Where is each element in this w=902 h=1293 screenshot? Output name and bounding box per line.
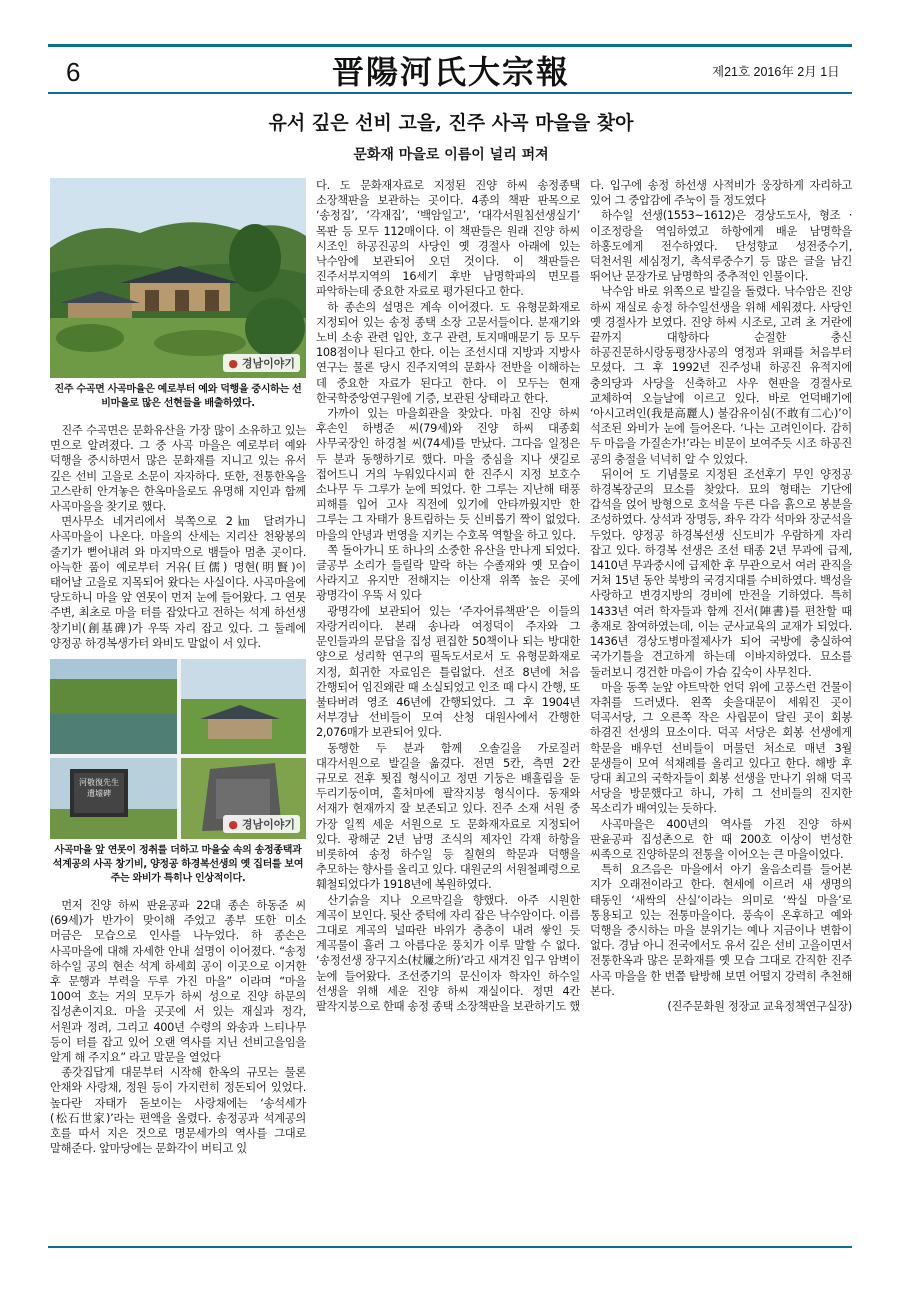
paragraph: 동행한 두 분과 함께 오솔길을 가로질러 대각서원으로 발길을 옮겼다. 전면 5칸, 측면 2칸 규모로 전후 툇집 형식이고 정면 기둥은 배흘림을 둔 두리기둥이며, 홑처마에 팔작지붕 형식이다. 동재와 서재가 현재까지 잘 보존되고 있다. 진주 소재 서원 중 가장 일찍 세운 서원으로 도 문화재자료로 지정되어 있다. 광해군 2년 남명 조식의 제자인 각재 하항을 비롯하여 송정 하수일 등 칠현의 학문과 덕행을 추모하는 향사를 올리고 있다. 대원군의 서원철폐령으로 훼철되었다가 1918년에 복원하였다. — [316, 741, 580, 892]
paragraph: 하수일 선생(1553~1612)은 경상도도사, 형조 · 이조정랑을 역임하였고 하항에게 배운 남명학을 하홍도에게 전수하였다. 단성향교 성전중수기, 덕천서원 세심정기, 촉석루중수기 등 많은 글을 남긴 뛰어난 문장가로 남명학의 중추적인 인물이다. — [590, 209, 852, 284]
article-column-3 — [590, 178, 852, 1014]
issue-date: 제21호 2016年 2月 1日 — [712, 65, 840, 79]
village-hanok-image — [50, 178, 306, 378]
paragraph: 쪽 돌아가니 또 하나의 소중한 유산을 만나게 되었다. 글공부 소리가 들릴락 말락 하는 수졸재와 옛 모습이 사라지고 유지만 전해지는 이산재 위쪽 높은 곳에 광명각이 우뚝 서 있다 — [316, 543, 580, 603]
masthead-rule — [48, 92, 852, 94]
photo-caption: 사곡마을 앞 연못이 정취를 더하고 마을숲 속의 송정종택과 석계공의 사곡 창기비, 양정공 하경복선생의 옛 집터를 보여주는 와비가 특히나 인상적이다. — [52, 845, 304, 885]
pond-stele-collage — [50, 659, 306, 839]
paragraph: 하 종손의 설명은 계속 이어졌다. 도 유형문화재로 지정되어 있는 송정 종택 소장 고문서들이다. 분재기와 노비 소송 관련 입안, 호구 관련, 토지매매문기 등 모두 108점이나 된다고 한다. 이는 조선시대 지방과 지방사 연구는 물론 당시 진주지역의 문화사 전반을 이해하는 데 중요한 자료가 된다고 한다. 이 모두는 현재 한국학중앙연구원에 기증, 보관된 상태라고 한다. — [316, 300, 580, 405]
paragraph: 면사무소 네거리에서 북쪽으로 2㎞ 달려가니 사곡마을이 나온다. 마을의 산세는 지리산 천왕봉의 줄기가 뻗어내려 와 마지막으로 뱀들아 멈춘 곳이다. 아늑한 품이 예로부터 거유(巨儒) 명현(明賢)이 태어날 고을로 지목되어 왔다는 사실이다. 사곡마을에 당도하니 마을 앞 연못이 먼저 눈에 들어왔다. 그 연못 주변, 최초로 마을 터를 잡았다고 전하는 석계 하선생 창기비(創基碑)가 우뚝 자리 잡고 있다. 그 둘레에 양정공 하경복생가터 와비도 말없이 서 있다. — [50, 515, 306, 650]
masthead-title: 晋陽河氏大宗報 — [331, 53, 570, 91]
paragraph: 산기슭을 지나 오르막길을 향했다. 아주 시원한 계곡이 보인다. 뒷산 중턱에 자리 잡은 낙수암이다. 이름 그대로 계곡의 널따란 바위가 층층이 내려 쌓인 듯 계곡물이 흘러 그 아름다운 풍치가 이루 말할 수 없다. ‘송정선생 장구지소(杖屨之所)’라고 새겨진 입구 암벽이 눈에 들어왔다. 조선중기의 문신이자 학자인 하수일 선생을 위해 세운 진양 하씨 재실이다. 정면 4칸 팔작지붕으로 한때 송정 종택 소장책판을 보관하기도 했 — [316, 893, 580, 1013]
paragraph: 특히 요즈음은 마을에서 아기 울음소리를 들어본 지가 오래전이라고 한다. 현세에 이르러 새 생명의 태동인 ‘새싹의 산실’이라는 의미로 ‘싹실 마을’로 통용되고 있는 전통마을이다. 풍속이 온후하고 예와 덕행을 중시하는 마을 분위기는 예나 지금이나 변함이 없다. 경남 아니 전국에서도 유서 깊은 선비 고을이면서 전통한옥과 많은 문화재를 옛 모습 그대로 간직한 진주 사곡 마을을 한 번쯤 탐방해 보면 어떨지 강력히 추천해 본다. — [590, 863, 852, 998]
watermark-text: 경남이야기 — [241, 818, 295, 832]
photo-caption: 진주 수곡면 사곡마을은 예로부터 예와 덕행을 중시하는 선비마을로 많은 선현들을 배출하였다. — [54, 384, 302, 409]
top-rule — [48, 44, 852, 47]
paragraph: 다. 입구에 송정 하선생 사적비가 웅장하게 자리하고 있어 그 중압감에 주눅이 들 정도였다 — [590, 179, 852, 208]
article-subhead: 문화재 마을로 이름이 널리 퍼져 — [353, 147, 549, 163]
paragraph: 먼저 진양 하씨 판윤공파 22대 종손 하동준 씨(69세)가 반가이 맞이해 주었고 종부 또한 미소 머금은 모습으로 인사를 나누었다. 하 종손은 사곡마을에 대해 자세한 안내 설명이 이어졌다. “송정 하수일 공의 현손 석계 하세희 공이 이곳으로 이거한 후 문행과 부력을 두루 가진 마을” 이라며 “마을 100여 호는 거의 모두가 하씨 성으로 진양 하문의 집성촌이지요. 마을 곳곳에 서 있는 재실과 정각, 서원과 정려, 그리고 400년 수령의 와송과 느티나무 등이 터를 잡고 있어 오랜 역사를 지닌 선비고을임을 알게 해 주지요” 라고 말문을 열었다 — [50, 899, 306, 1065]
article-column-1 — [50, 178, 306, 1157]
stone-stele-inscription: 河敬復先生 遺墟碑 — [79, 778, 119, 799]
watermark-text: 경남이야기 — [241, 357, 295, 370]
village-hanok-photo — [50, 178, 306, 378]
paragraph: 뒤이어 도 기념물로 지정된 조선후기 무인 양정공 하경복장군의 묘소를 찾았다. 묘의 형태는 기단에 갑석을 얹어 방형으로 호석을 두른 다음 흙으로 봉분을 조성하였다. 상석과 장명등, 좌우 각각 석마와 장군석을 두었다. 양정공 하경복선생 신도비가 우람하게 자리 잡고 있다. 하경복 선생은 조선 태종 2년 무과에 급제, 1410년 무과중시에 급제한 후 무관으로서 여러 관직을 거쳐 15년 동안 북방의 국경지대를 수비하였다. 백성을 사랑하고 변경지방의 경비에 만전을 기하였다. 특히 1433년 여러 학자들과 함께 진서(陣書)를 편찬할 때 총재로 참여하였는데, 이는 군사교육의 교재가 되었다. 1436년 경상도병마절제사가 되어 국방에 충실하여 국가기틀을 견고하게 하는데 이바지하였다. 묘소를 둘러보니 경건한 마음이 가슴 깊숙이 사무친다. — [590, 467, 852, 679]
pond-and-stele-photo — [50, 659, 306, 839]
paragraph: 진주 수곡면은 문화유산을 가장 많이 소유하고 있는 면으로 알려졌다. 그 중 사곡 마을은 예로부터 예와 덕행을 중시하면서 많은 문화재를 지니고 있는 유서 깊은 선비 고을로 소문이 자자하다. 또한, 전통한옥을 고스란히 안겨놓은 한옥마을로도 유명해 지인과 함께 사곡마을을 찾기로 했다. — [50, 424, 306, 514]
page-number: 6 — [66, 57, 81, 87]
paragraph: 광명각에 보관되어 있는 ‘주자어류책판’은 이들의 자랑거리이다. 본래 송나라 여정덕이 주자와 그 문인들과의 문답을 집성 편집한 50책이나 되는 방대한 양으로 성리학 연구의 필독도서로서 도 유형문화재로 지정, 희귀한 자료임은 틀림없다. 선조 8년에 처음 간행되어 임진왜란 때 소실되었고 인조 때 다시 간행, 또 불타버려 영조 46년에 간행되었다. 그 후 1904년 서부경남 선비들이 모여 산청 대원사에서 간행한 2,076매가 보관되어 있다. — [316, 604, 580, 740]
paragraph: 마을 동쪽 눈앞 야트막한 언덕 위에 고풍스런 건물이 자취를 드러냈다. 왼쪽 솟을대문이 세워진 곳이 덕곡서당, 그 오른쪽 작은 사립문이 달린 곳이 회봉 하겸진 선생의 묘소이다. 덕곡 서당은 회봉 선생에게 학문을 배우던 선비들이 머물던 처소로 매년 3월 문생들이 모여 석채례를 올리고 있다고 한다. 해방 후 당대 최고의 국학자들이 회봉 선생을 만나기 위해 덕곡 서당을 방문했다고 하니, 가히 그 선비들의 진지한 목소리가 배여있는 듯하다. — [590, 680, 852, 816]
author-signature: (진주문화원 정장교 교육정책연구실장) — [667, 999, 852, 1013]
paragraph: 다. 도 문화재자료로 지정된 진양 하씨 송정종택 소장책판을 보관하는 곳이다. 4종의 책판 판목으로 ‘송정집’, ‘각재집’, ‘백암일고’, ‘대각서원침선생실기’ 목판 등 모두 112매이다. 이 책판들은 원래 진양 하씨 시조인 하공진공의 사당인 옛 경절사 아래에 있는 낙수암에 보관되어 오던 것이다. 이 책판들은 진주서부지역의 16세기 후반 남명학파의 면모를 파악하는데 중요한 자료로 평가된다고 한다. — [316, 179, 580, 299]
paragraph: 가까이 있는 마을회관을 찾았다. 마침 진양 하씨 후손인 하병준 씨(79세)와 진양 하씨 대종회 사무국장인 하경철 씨(74세)를 만났다. 그다음 일정은 두 분과 동행하기로 했다. 마을 중심을 지나 샛길로 접어드니 거의 누워있다시피 한 진주시 지정 보호수 소나무 두 그루가 눈에 띄었다. 한 그루는 지난해 태풍 피해를 입어 고사 직전에 있기에 안타까웠지만 한 그루는 그 자태가 용트림하는 듯 신비롭기 짝이 없었다. 마을의 안녕과 번영을 지키는 수호목 역할을 하고 있다. — [316, 407, 580, 542]
watermark-logo: ● 경남이야기 — [223, 815, 300, 833]
article-column-2 — [316, 178, 580, 1014]
paragraph: 낙수암 바로 위쪽으로 발길을 돌렸다. 낙수암은 진양 하씨 재실로 송정 하수일선생을 위해 세워졌다. 사당인 옛 경절사가 보였다. 진양 하씨 시조로, 고려 초 거란에 끝까지 대항하다 순절한 충신 하공진문하시랑동평장사공의 영정과 위패를 처음부터 모셨다. 그 후 1992년 진주성내 하공진 유적지에 충의당과 사당을 신축하고 사우 현판을 경절사로 교체하여 오늘날에 이르고 있다. 바로 언덕배기에 ‘아시고려인(我是高麗人) 불감유이심(不敢有二心)’이 석조된 와비가 눈에 들어온다. ‘나는 고려인이다. 감히 두 마음을 가질손가!’라는 비문이 보여주듯 시조 하공진 공의 충절을 넉넉히 알 수 있었다. — [590, 285, 852, 466]
paragraph: 종갓집답게 대문부터 시작해 한옥의 규모는 물론 안채와 사랑채, 정원 등이 가지런히 정돈되어 있었다. 높다란 자태가 돋보이는 사랑채에는 ‘송석세가(松石世家)’라는 편액을 올렸다. 송정공과 석계공의 호를 따서 지은 것으로 명문세가의 역사를 그대로 말해준다. 앞마당에는 문화각이 버티고 있 — [50, 1066, 306, 1156]
article-headline: 유서 깊은 선비 고을, 진주 사곡 마을을 찾아 — [268, 112, 634, 134]
bottom-rule — [48, 1246, 852, 1248]
watermark-logo: ● 경남이야기 — [223, 354, 300, 372]
paragraph: 사곡마을은 400년의 역사를 가진 진양 하씨 판윤공파 집성촌으로 한 때 200호 이상이 번성한 씨족으로 진양하문의 전통을 이어오는 큰 마을이었다. — [590, 817, 852, 861]
